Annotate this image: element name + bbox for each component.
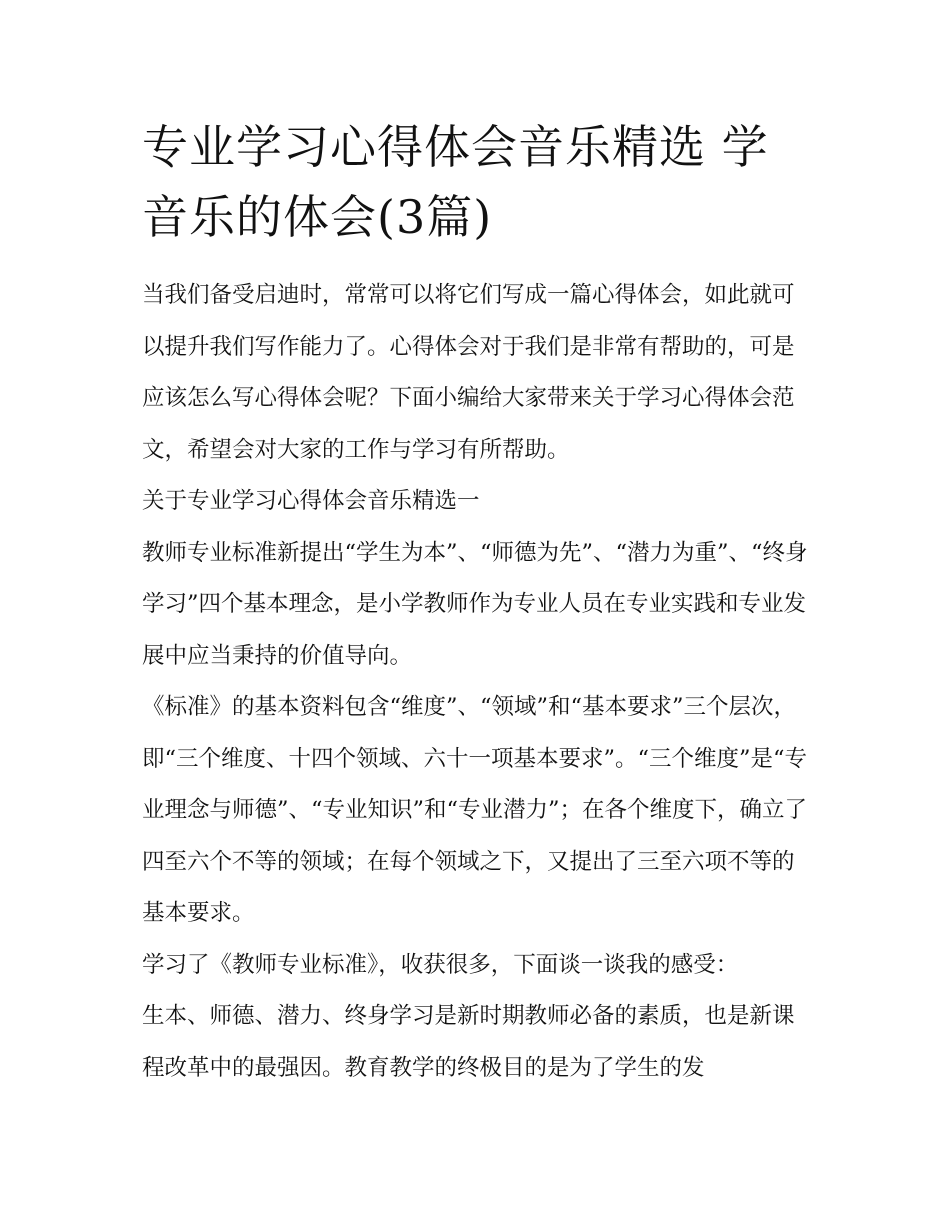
- document-page: [142, 112, 814, 1094]
- body-paragraph: 生本、师德、潜力、终身学习是新时期教师必备的素质，也是新课程改革中的最强因。教育教学的终极目的是为了学生的发: [142, 1003, 795, 1081]
- section-heading: 关于专业学习心得体会音乐精选一: [142, 488, 480, 514]
- intro-paragraph: 当我们备受启迪时，常常可以将它们写成一篇心得体会，如此就可以提升我们写作能力了。心得体会对于我们是非常有帮助的，可是应该怎么写心得体会呢？下面小编给大家带来关于学习心得体会范文，希望会对大家的工作与学习有所帮助。: [142, 282, 795, 463]
- body-paragraph: 学习了《教师专业标准》，收获很多，下面谈一谈我的感受：: [142, 951, 739, 978]
- document-body: [142, 270, 814, 1094]
- body-paragraph: 《标准》的基本资料包含“维度”、“领域”和“基本要求”三个层次，即“三个维度、十四个领域、六十一项基本要求”。“三个维度”是“专业理念与师德”、“专业知识”和“专业潜力”；在各个维度下，确立了四至六个不等的领域；在每个领域之下，又提出了三至六项不等的基本要求。: [142, 694, 808, 926]
- document-title: 专业学习心得体会音乐精选 学音乐的体会(3篇): [142, 120, 769, 244]
- body-paragraph: 教师专业标准新提出“学生为本”、“师德为先”、“潜力为重”、“终身学习”四个基本理念，是小学教师作为专业人员在专业实践和专业发展中应当秉持的价值导向。: [142, 539, 808, 669]
